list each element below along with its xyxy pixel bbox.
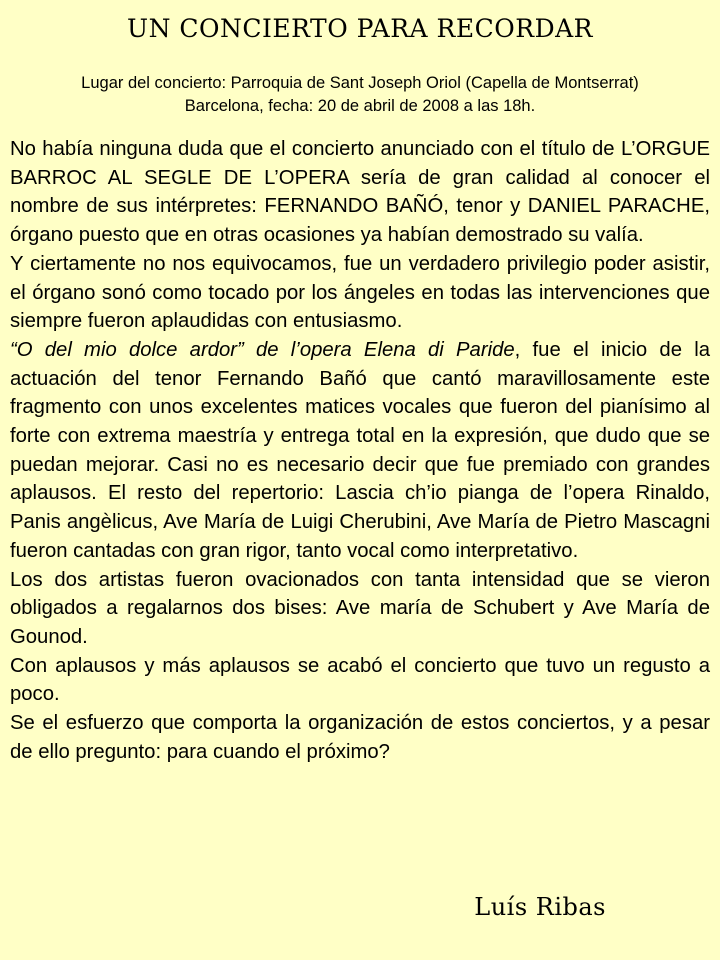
author-signature: Luís Ribas [474,893,606,921]
concert-details: Lugar del concierto: Parroquia de Sant Joseph Oriol (Capella de Montserrat) Barcelona, fecha: 20 de abril de 2008 a las 18h. [81,74,639,115]
document-title: UN CONCIERTO PARA RECORDAR [127,14,593,43]
paragraph-3-text: , fue el inicio de la actuación del tenor Fernando Bañó que cantó maravillosamente este fragmento con unos excelentes matices vocales que fueron del pianísimo al forte con extrema maestría y entrega total en la expresión, que dudo que se puedan mejorar. Casi no es necesario decir que fue premiado con grandes aplausos. El resto del repertorio: Lascia ch’io pianga de l’opera Rinaldo, Panis angèlicus, Ave María de Luigi Cherubini, Ave María de Pietro Mascagni fueron cantadas con gran rigor, tanto vocal como interpretativo. [10,338,711,562]
article-body [10,135,710,766]
paragraph-4: Los dos artistas fueron ovacionados con tanta intensidad que se vieron obligados a regalarnos dos bises: Ave maría de Schubert y Ave María de Gounod. [10,568,710,648]
paragraph-2: Y ciertamente no nos equivocamos, fue un verdadero privilegio poder asistir, el órgano sonó como tocado por los ángeles en todas las intervenciones que siempre fueron aplaudidas con entusiasmo. [10,252,710,333]
opera-quote: “O del mio dolce ardor” de l’opera Elena di Paride [10,338,515,361]
paragraph-5: Con aplausos y más aplausos se acabó el concierto que tuvo un regusto a poco. [10,654,710,706]
paragraph-3 [10,336,710,566]
paragraph-1: No había ninguna duda que el concierto anunciado con el título de L’ORGUE BARROC AL SEGLE DE L’OPERA sería de gran calidad al conocer el nombre de sus intérpretes: FERNANDO BAÑÓ, tenor y DANIEL PARACHE, órgano puesto que en otras ocasiones ya habían demostrado su valía. [10,138,710,247]
paragraph-6: Se el esfuerzo que comporta la organización de estos conciertos, y a pesar de ello pregunto: para cuando el próximo? [10,712,710,763]
